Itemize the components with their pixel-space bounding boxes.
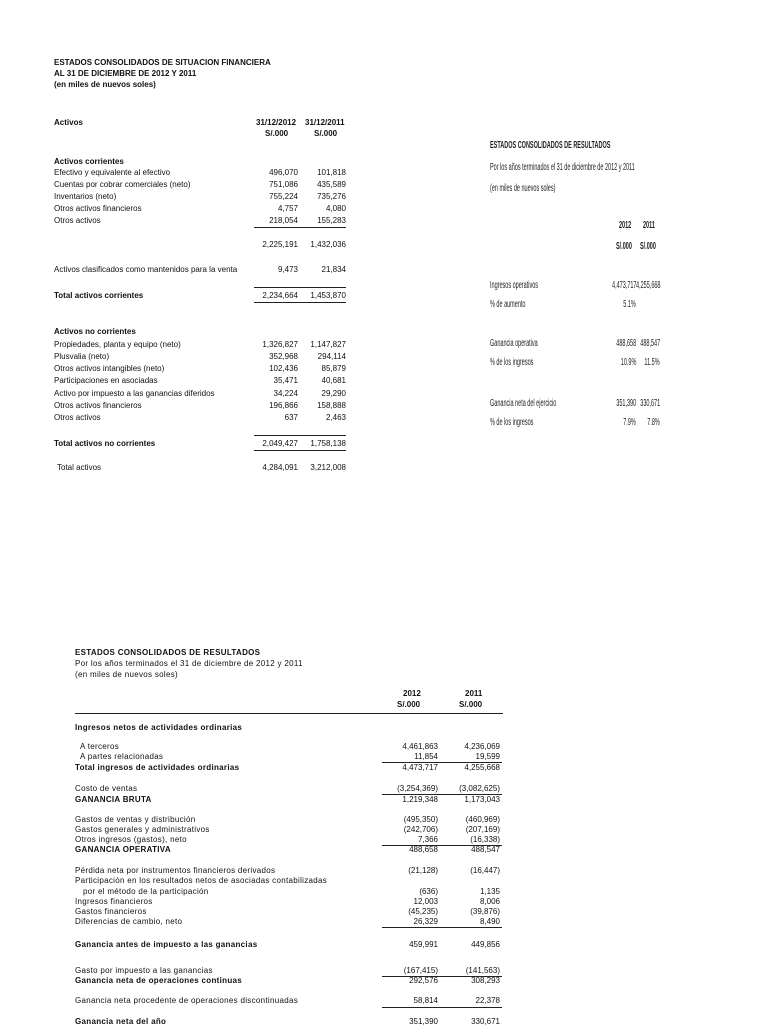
total-assets-v1: 4,284,091: [262, 463, 298, 472]
row-v1: (21,128): [408, 866, 438, 875]
row-v1: 218,054: [269, 216, 298, 225]
row-v2: 155,283: [317, 216, 346, 225]
summary-subtitle: Por los años terminados el 31 de diciembre de 2012 y 2011: [490, 162, 635, 173]
row-v1: 196,866: [269, 401, 298, 410]
revenue-header: Ingresos netos de actividades ordinarias: [75, 723, 243, 732]
row-v1: 102,436: [269, 364, 298, 373]
row-v1: 4,461,863: [402, 742, 438, 751]
total-noncurrent-v1: 2,049,427: [262, 439, 298, 448]
income-col2: 2011: [465, 689, 483, 698]
row-v2: 8,006: [479, 897, 500, 906]
summary-row-v1: 10.9%: [620, 357, 636, 368]
summary-row-v2: 11.5%: [644, 357, 660, 368]
current-assets-header: Activos corrientes: [54, 157, 124, 166]
row-v2: 435,589: [317, 180, 346, 189]
row-v2: 29,290: [321, 389, 346, 398]
summary-col2-unit: S/.000: [640, 241, 656, 252]
row-label: GANANCIA BRUTA: [75, 795, 152, 804]
total-assets-v2: 3,212,008: [310, 463, 346, 472]
row-v1: 35,471: [273, 376, 298, 385]
income-col1-unit: S/.000: [397, 700, 421, 709]
row-label: Propiedades, planta y equipo (neto): [54, 340, 181, 349]
summary-col1-unit: S/.000: [616, 241, 632, 252]
row-v2: (16,447): [470, 866, 500, 875]
underline: [254, 287, 346, 288]
row-label: A partes relacionadas: [80, 752, 164, 761]
income-col1: 2012: [403, 689, 421, 698]
total-noncurrent-v2: 1,758,138: [310, 439, 346, 448]
summary-row-label: Ganancia operativa: [490, 338, 538, 349]
row-v1: (495,350): [403, 815, 438, 824]
row-label: Total ingresos de actividades ordinarias: [75, 763, 240, 772]
row-v1: 1,219,348: [402, 795, 438, 804]
row-v1: 755,224: [269, 192, 298, 201]
row-label: Otros activos financieros: [54, 401, 142, 410]
row-v1: (45,235): [408, 907, 438, 916]
summary-title: ESTADOS CONSOLIDADOS DE RESULTADOS: [490, 140, 611, 151]
row-v1: 351,390: [409, 1017, 438, 1026]
underline: [254, 227, 346, 228]
row-v2: 40,681: [321, 376, 346, 385]
row-label: GANANCIA OPERATIVA: [75, 845, 171, 854]
balance-units: (en miles de nuevos soles): [54, 80, 156, 89]
summary-row-v2: 488,547: [640, 338, 660, 349]
row-v2: 4,236,069: [464, 742, 500, 751]
row-v1: 292,576: [409, 976, 438, 985]
summary-row-v1: 351,390: [616, 398, 636, 409]
row-v1: (636): [419, 887, 438, 896]
underline: [382, 1007, 502, 1008]
row-label: Diferencias de cambio, neto: [75, 917, 183, 926]
row-v2: (460,969): [465, 815, 500, 824]
row-label: Gastos generales y administrativos: [75, 825, 210, 834]
row-v2: 308,293: [471, 976, 500, 985]
row-label: Participaciones en asociadas: [54, 376, 158, 385]
row-v2: 330,671: [471, 1017, 500, 1026]
row-v2: 735,276: [317, 192, 346, 201]
row-label: Activo por impuesto a las ganancias diferidos: [54, 389, 215, 398]
col1-date: 31/12/2012: [256, 118, 297, 127]
row-label: Otros activos: [54, 413, 101, 422]
row-v2: 4,255,668: [464, 763, 500, 772]
held-for-sale-label: Activos clasificados como mantenidos para la venta: [54, 265, 238, 274]
underline: [254, 435, 346, 436]
col1-unit: S/.000: [265, 129, 289, 138]
row-label: Otros activos intangibles (neto): [54, 364, 165, 373]
col2-date: 31/12/2011: [305, 118, 345, 127]
summary-row-v1: 5.1%: [623, 299, 636, 310]
balance-title: ESTADOS CONSOLIDADOS DE SITUACION FINANCIERA: [54, 58, 271, 67]
row-label: Otros activos: [54, 216, 101, 225]
summary-row-label: Ingresos operativos: [490, 280, 539, 291]
total-current-v2: 1,453,870: [310, 291, 346, 300]
row-v2: 294,114: [317, 352, 346, 361]
row-v2: 8,490: [479, 917, 500, 926]
row-v1: 488,658: [409, 845, 438, 854]
income-units: (en miles de nuevos soles): [75, 670, 178, 679]
row-v1: 4,473,717: [402, 763, 438, 772]
row-v2: 1,173,043: [464, 795, 500, 804]
income-title: ESTADOS CONSOLIDADOS DE RESULTADOS: [75, 648, 261, 657]
row-label: Gastos financieros: [75, 907, 147, 916]
row-label: Efectivo y equivalente al efectivo: [54, 168, 171, 177]
row-v1: 496,070: [269, 168, 298, 177]
summary-row-label: % de aumento: [490, 299, 526, 310]
summary-row-v1: 7.9%: [623, 417, 636, 428]
row-label: Inventarios (neto): [54, 192, 117, 201]
row-v2: (39,876): [470, 907, 500, 916]
summary-col1: 2012: [619, 220, 632, 231]
row-v1: 58,814: [413, 996, 438, 1005]
row-v1: 459,991: [409, 940, 438, 949]
row-label: Participación en los resultados netos de asociadas contabilizadas: [75, 876, 328, 885]
income-col2-unit: S/.000: [459, 700, 483, 709]
held-v1: 9,473: [277, 265, 298, 274]
summary-row-v1: 488,658: [616, 338, 636, 349]
underline: [254, 450, 346, 451]
row-v2: 19,599: [475, 752, 500, 761]
row-label: Cuentas por cobrar comerciales (neto): [54, 180, 191, 189]
col2-unit: S/.000: [314, 129, 338, 138]
row-label: A terceros: [80, 742, 120, 751]
row-v2: (141,563): [465, 966, 500, 975]
summary-units: (en miles de nuevos soles): [490, 183, 556, 194]
row-v2: 101,818: [317, 168, 346, 177]
summary-row-v2: 4,255,668: [635, 280, 660, 291]
section-activos: Activos: [54, 118, 83, 127]
row-label: Otros ingresos (gastos), neto: [75, 835, 187, 844]
row-v1: 4,757: [277, 204, 298, 213]
row-v1: 26,329: [413, 917, 438, 926]
row-label: por el método de la participación: [83, 887, 209, 896]
row-label: Ganancia neta del año: [75, 1017, 167, 1026]
held-v2: 21,834: [321, 265, 346, 274]
row-v1: 352,968: [269, 352, 298, 361]
row-v2: (207,169): [465, 825, 500, 834]
row-v2: (3,082,625): [459, 784, 500, 793]
summary-row-label: % de los ingresos: [490, 417, 534, 428]
row-label: Pérdida neta por instrumentos financieros derivados: [75, 866, 276, 875]
row-v2: 4,080: [325, 204, 346, 213]
row-label: Ingresos financieros: [75, 897, 153, 906]
underline: [382, 927, 502, 928]
subtotal-v1: 2,225,191: [262, 240, 298, 249]
row-label: Gastos de ventas y distribución: [75, 815, 196, 824]
row-v1: 11,854: [414, 752, 438, 761]
subtotal-v2: 1,432,036: [310, 240, 346, 249]
row-v1: (242,706): [403, 825, 438, 834]
row-v2: 22,378: [475, 996, 500, 1005]
noncurrent-assets-header: Activos no corrientes: [54, 327, 136, 336]
row-v1: 637: [284, 413, 298, 422]
summary-row-v1: 4,473,717: [611, 280, 636, 291]
row-v1: (167,415): [403, 966, 438, 975]
row-v2: (16,338): [470, 835, 500, 844]
total-assets-label: Total activos: [57, 463, 102, 472]
row-label: Otros activos financieros: [54, 204, 142, 213]
row-v2: 1,147,827: [310, 340, 346, 349]
total-current-label: Total activos corrientes: [54, 291, 144, 300]
summary-row-label: % de los ingresos: [490, 357, 534, 368]
summary-row-v2: 7.8%: [647, 417, 660, 428]
row-label: Gasto por impuesto a las ganancias: [75, 966, 213, 975]
underline: [254, 302, 346, 303]
row-v2: 488,547: [471, 845, 500, 854]
row-v1: 7,366: [417, 835, 438, 844]
balance-date-title: AL 31 DE DICIEMBRE DE 2012 Y 2011: [54, 69, 197, 78]
row-label: Ganancia antes de impuesto a las ganancias: [75, 940, 258, 949]
row-v1: (3,254,369): [397, 784, 438, 793]
row-v2: 158,888: [317, 401, 346, 410]
row-v2: 2,463: [325, 413, 346, 422]
row-label: Ganancia neta de operaciones continuas: [75, 976, 243, 985]
header-rule: [75, 713, 503, 714]
row-label: Plusvalia (neto): [54, 352, 110, 361]
row-v1: 751,086: [269, 180, 298, 189]
row-label: Costo de ventas: [75, 784, 138, 793]
row-v1: 12,003: [413, 897, 438, 906]
row-v2: 1,135: [479, 887, 500, 896]
summary-col2: 2011: [643, 220, 655, 231]
row-v1: 34,224: [273, 389, 298, 398]
row-v2: 449,856: [471, 940, 500, 949]
total-noncurrent-label: Total activos no corrientes: [54, 439, 156, 448]
row-v2: 85,879: [321, 364, 346, 373]
summary-row-v2: 330,671: [640, 398, 660, 409]
row-v1: 1,326,827: [262, 340, 298, 349]
total-current-v1: 2,234,664: [262, 291, 298, 300]
row-label: Ganancia neta procedente de operaciones discontinuadas: [75, 996, 299, 1005]
income-subtitle: Por los años terminados el 31 de diciembre de 2012 y 2011: [75, 659, 303, 668]
summary-row-label: Ganancia neta del ejercicio: [490, 398, 557, 409]
